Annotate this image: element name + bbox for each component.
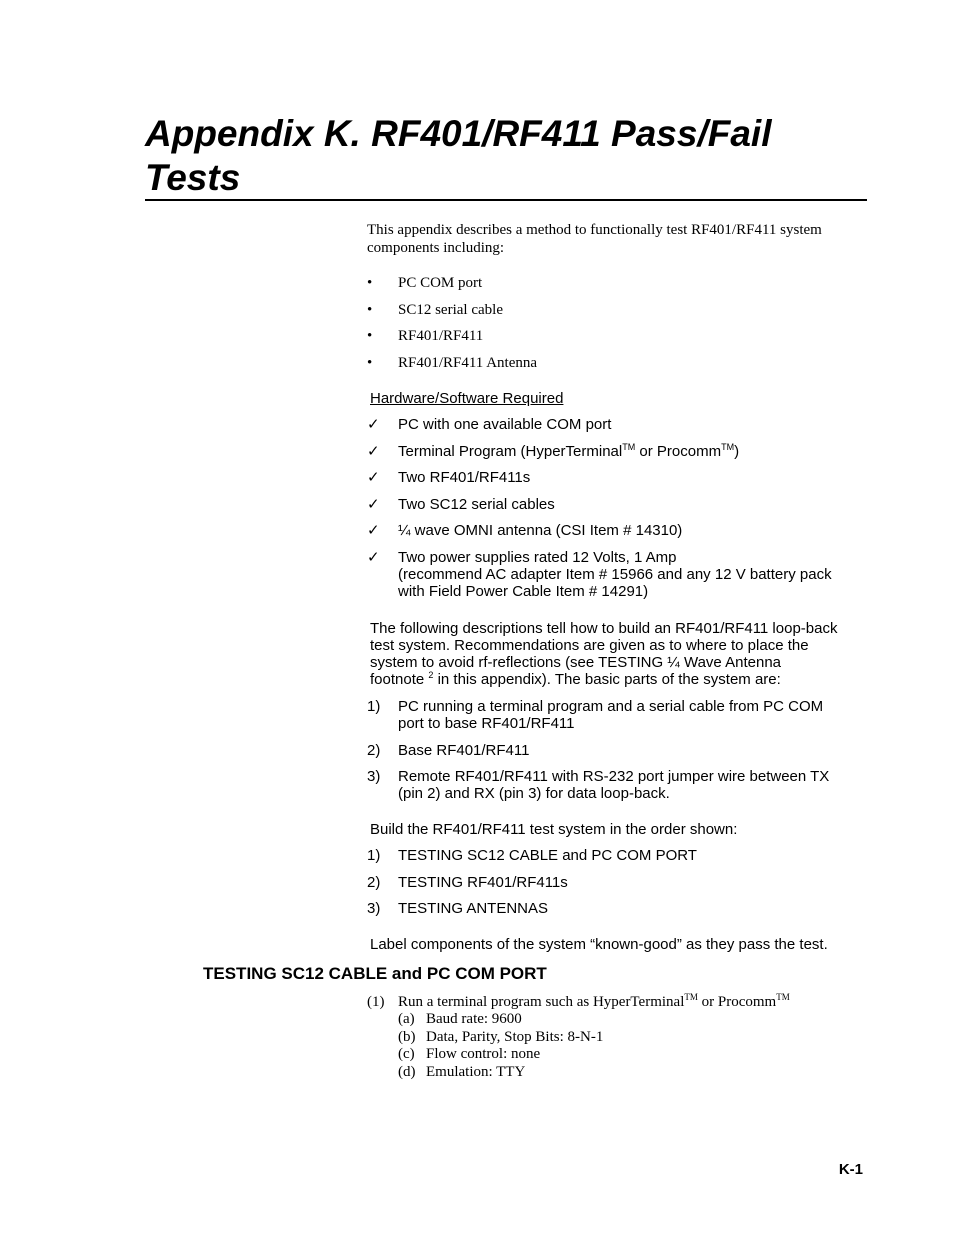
checkmark-icon: ✓ [367,416,380,433]
list-item: ✓ Two power supplies rated 12 Volts, 1 Amp (recommend AC adapter Item # 15966 and any 12 V battery pack with Field Power Cable Item # 14291) [367,548,832,600]
list-item: ✓ ¼ wave OMNI antenna (CSI Item # 14310) [367,522,683,540]
checkmark-icon: ✓ [367,522,380,540]
page-number: K-1 [838,1161,863,1178]
list-item: (b) Data, Parity, Stop Bits: 8-N-1 [398,1028,604,1045]
page-title [145,112,865,200]
list-item: 1) PC running a terminal program and a serial cable from PC COM port to base RF401/RF411 [367,698,824,732]
bullet-icon: • [367,354,373,371]
list-item: 1) TESTING SC12 CABLE and PC COM PORT [367,847,697,864]
list-item: • RF401/RF411 Antenna [367,354,538,371]
section-heading: TESTING SC12 CABLE and PC COM PORT [203,964,547,983]
list-item: • RF401/RF411 [367,328,484,344]
bullet-icon: • [367,275,373,291]
hardware-heading: Hardware/Software Required [370,390,564,407]
intro-paragraph: This appendix describes a method to functionally test RF401/RF411 system components including: [367,222,822,256]
title-rule [145,199,867,201]
list-item: ✓ Two RF401/RF411s [367,469,531,487]
list-item: 3) Remote RF401/RF411 with RS-232 port jumper wire between TX (pin 2) and RX (pin 3) for data loop-back. [367,768,830,803]
list-item: 2) Base RF401/RF411 [367,741,530,759]
checkmark-icon: ✓ [367,548,380,566]
label-note: Label components of the system “known-good” as they pass the test. [370,936,828,953]
system-parts-list [367,698,862,812]
list-item: (c) Flow control: none [398,1046,541,1062]
component-list [367,274,862,380]
hardware-list [367,416,862,610]
checkmark-icon: ✓ [367,442,380,460]
procedure-steps [367,993,862,1081]
procedure-step: (1) Run a terminal program such as HyperTerminal™ or Procomm™ [367,992,790,1010]
list-item: • SC12 serial cable [367,301,503,318]
list-item: ✓ PC with one available COM port [367,416,612,433]
bullet-icon: • [367,328,373,344]
bullet-icon: • [367,301,373,318]
checkmark-icon: ✓ [367,495,380,513]
list-item: ✓ Two SC12 serial cables [367,495,555,513]
checkmark-icon: ✓ [367,469,380,487]
list-item: • PC COM port [367,275,483,291]
description-paragraph: The following descriptions tell how to build an RF401/RF411 loop-back test system. Recommendations are given as to where to place the system to avoid rf-reflections (see TESTING ¼ Wave Antenna footnote $^2$ in this appendix). The basic parts of the system are: [370,620,838,688]
list-item: (a) Baud rate: 9600 [398,1011,522,1027]
title-line-2: Tests [145,157,241,198]
build-order-list [367,847,862,927]
footnote-ref: 2 [428,670,434,680]
terminal-settings-list [367,1011,862,1081]
title-line-1: Appendix K. RF401/RF411 Pass/Fail [145,113,772,154]
list-item: 3) TESTING ANTENNAS [367,900,549,918]
list-item: ✓ Terminal Program (HyperTerminal™ or Procomm™) [367,441,740,460]
build-intro: Build the RF401/RF411 test system in the order shown: [370,821,738,838]
list-item: (d) Emulation: TTY [398,1063,526,1080]
list-item: 2) TESTING RF401/RF411s [367,873,568,891]
